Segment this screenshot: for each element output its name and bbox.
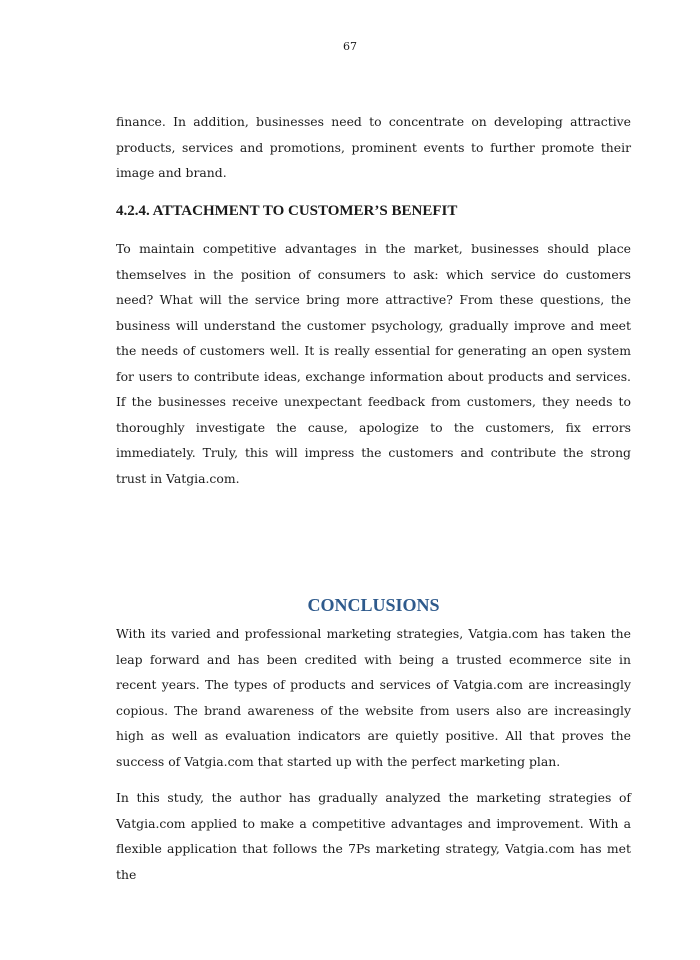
conclusions-paragraph-2: In this study, the author has gradually analyzed the marketing strategies of Vatgia.com applied to make a competitive advantages and improvement. With a flexible application that follows the 7Ps marketing strategy, Vatgia.com has met the xyxy=(116,790,631,882)
continuation-paragraph: finance. In addition, businesses need to concentrate on developing attractive products, services and promotions, prominent events to further promote their image and brand. xyxy=(116,114,631,180)
conclusions-paragraph-1: With its varied and professional marketing strategies, Vatgia.com has taken the leap forward and has been credited with being a trusted ecommerce site in recent years. The types of products and services of Vatgia.com are increasingly copious. The brand awareness of the website from users also are increasingly high as well as evaluation indicators are quietly positive. All that proves the success of Vatgia.com that started up with the perfect marketing plan. xyxy=(116,626,631,769)
page-number: 67 xyxy=(343,40,357,53)
section-heading: 4.2.4. ATTACHMENT TO CUSTOMER’S BENEFIT xyxy=(116,203,458,219)
section-paragraph: To maintain competitive advantages in the market, businesses should place themselves in the position of consumers to ask: which service do customers need? What will the service bring more attractive? From these questions, the business will understand the customer psychology, gradually improve and meet the needs of customers well. It is really essential for generating an open system for users to contribute ideas, exchange information about products and services. If the businesses receive unexpectant feedback from customers, they needs to thoroughly investigate the cause, apologize to the customers, fix errors immediately. Truly, this will impress the customers and contribute the strong trust in Vatgia.com. xyxy=(116,241,631,486)
conclusions-title: CONCLUSIONS xyxy=(307,595,440,615)
